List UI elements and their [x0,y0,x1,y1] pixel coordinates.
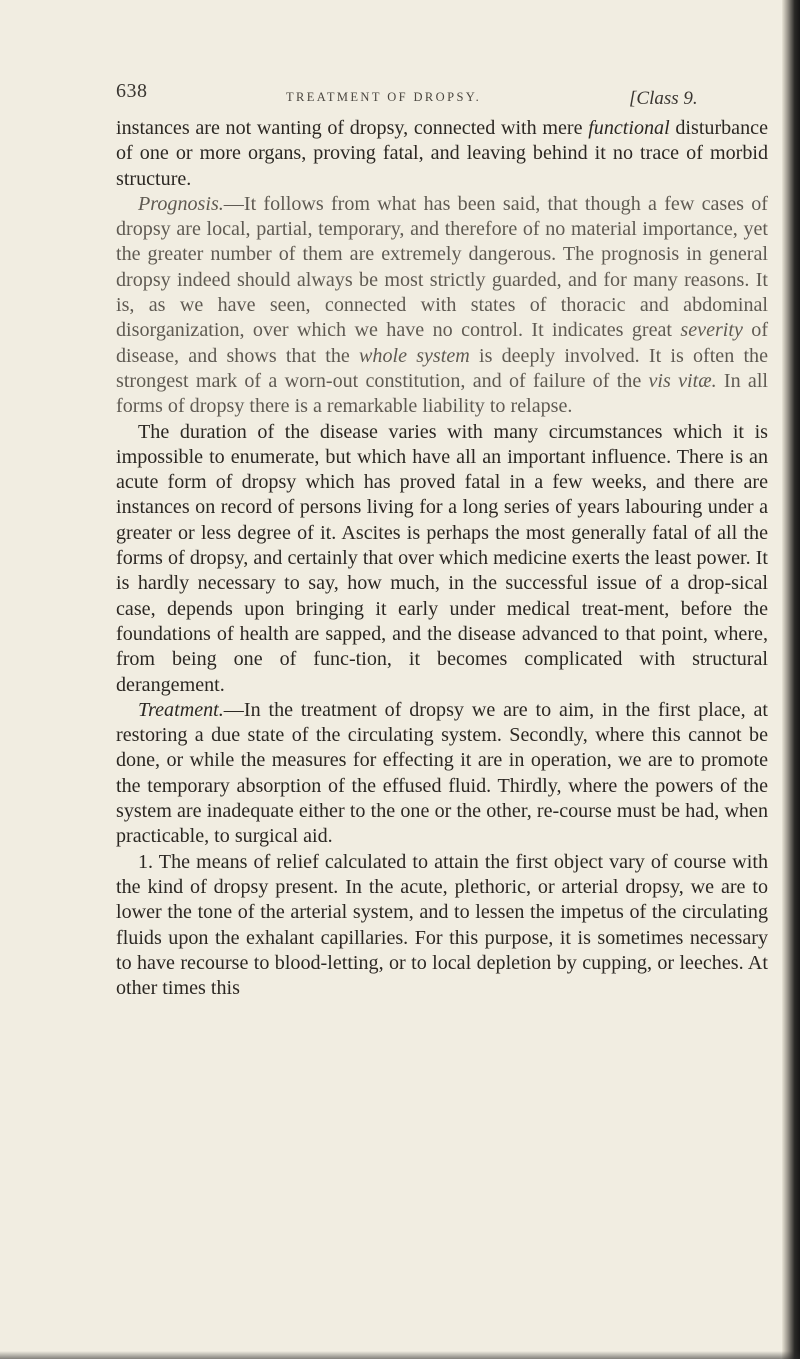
text-run: of disease, and shows that the [116,319,769,367]
paragraph-numbered-1 [116,850,768,1002]
text-run: disturbance of one or more organs, proving fatal, and leaving behind it no trace of morbid structure. [116,117,768,190]
section-heading-prognosis: Prognosis. [138,192,224,215]
text-run: —It follows from what has been said, that though a few cases of dropsy are local, partial, temporary, and therefore of no material importance, yet the greater number of them are extremely dangerous. The prognosis in general dropsy indeed should always be most strictly guarded, and for many reasons. It is, as we have seen, connected with states of thoracic and abdominal disorganization, over which we have no control. It indicates great [116,192,768,342]
page-header [116,80,768,108]
italic-term: functional [588,117,670,139]
text-run: In all forms of dropsy there is a remarkable liability to relapse. [116,369,768,418]
paragraph-continuation [116,116,768,192]
running-title: TREATMENT OF DROPSY. [286,90,482,104]
text-run: is deeply involved. It is often the strongest mark of a worn-out constitution, and of failure of the [116,344,769,392]
paragraph-treatment [116,698,768,850]
binding-edge [782,0,800,1359]
page-number: 638 [116,80,148,102]
bottom-shadow [0,1351,800,1359]
text-run: The duration of the disease varies with many circumstances which it is impossible to enumerate, but which have all an important influence. There is an acute form of dropsy which has proved fatal in a few weeks, and there are instances on record of persons living for a long series of years labouring under a greater or less degree of it. Ascites is perhaps the most generally fatal of all the forms of dropsy, and certainly that over which medicine exerts the least power. It is hardly necessary to say, how much, in the successful issue of a drop-sical case, depends upon bringing it early under medical treat-ment, before the foundations of health are sapped, and the disease advanced to that point, where, from being one of func-tion, it becomes complicated with structural derangement. [116,420,768,696]
class-mark [629,88,698,110]
class-mark-text: [Class 9. [629,88,698,109]
italic-term: severity [680,319,743,342]
section-heading-treatment: Treatment. [138,698,224,721]
text-run: —In the treatment of dropsy we are to aim, in the first place, at restoring a due state of the circulating system. Secondly, where this cannot be done, or while the measures for effecting it are in operation, we are to promote the temporary absorption of the effused fluid. Thirdly, where the powers of the system are inadequate either to the one or the other, re-course must be had, when practicable, to surgical aid. [116,698,768,848]
paragraph-number: 1. [138,850,154,873]
body-text [116,116,768,1001]
text-run: The means of relief calculated to attain the first object vary of course with the kind of dropsy present. In the acute, plethoric, or arterial dropsy, we are to lower the tone of the arterial system, and to lessen the impetus of the circulating fluids upon the exhalant capillaries. For this purpose, it is sometimes necessary to have recourse to blood-letting, or to local depletion by cupping, or leeches. At other times this [116,850,768,1000]
paragraph-duration [116,420,768,698]
italic-term: whole system [359,344,470,367]
paragraph-prognosis [116,192,768,420]
text-run: instances are not wanting of dropsy, connected with mere [116,117,589,139]
italic-term: vis vitæ. [648,369,717,392]
